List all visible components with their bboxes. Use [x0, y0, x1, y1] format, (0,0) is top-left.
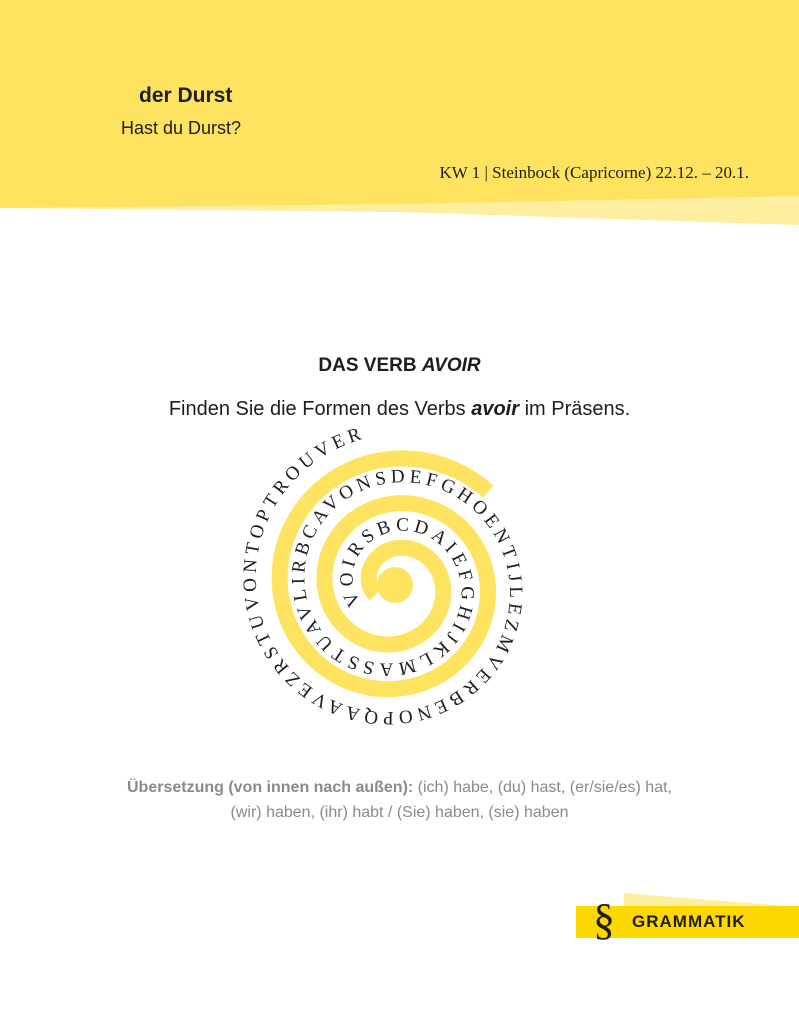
vocab-word: der Durst: [139, 84, 233, 107]
header-banner: [0, 0, 799, 240]
translation: Übersetzung (von innen nach außen): (ich) habe, (du) hast, (er/sie/es) hat, (wir) haben, (ihr) habt / (Sie) haben, (sie) haben: [126, 779, 672, 821]
badge-label: GRAMMATIK: [632, 912, 746, 931]
spiral-letters: VOIRSBCDAIEFGHIJKLMASSTUAVLIRBCAVONSDEFGHOENTIJLEZMVERBENOPQAAVEZRSTUVONTOPTROUVER: [239, 423, 527, 729]
exercise-title: DAS VERB AVOIR: [318, 355, 481, 376]
paragraph-icon: §: [593, 895, 615, 944]
week-info: KW 1 | Steinbock (Capricorne) 22.12. – 20.1.: [439, 163, 749, 182]
letter-spiral-puzzle: [200, 420, 600, 740]
exercise-task: Finden Sie die Formen des Verbs avoir im Präsens.: [168, 398, 631, 420]
vocab-question: Hast du Durst?: [121, 118, 242, 138]
